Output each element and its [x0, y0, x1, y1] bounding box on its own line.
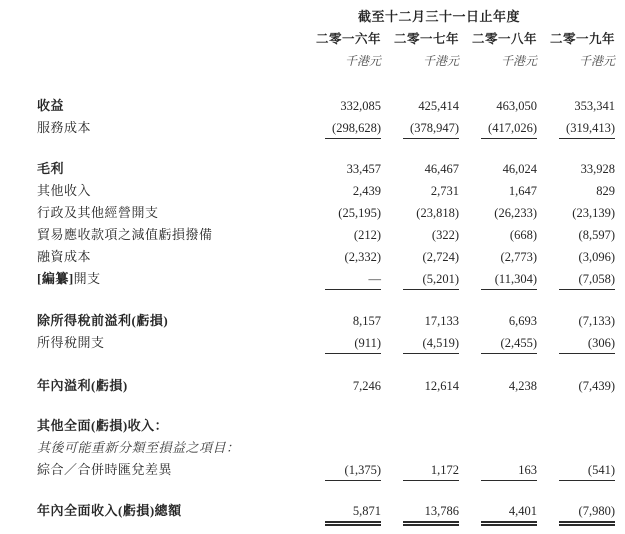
value-cell: 425,414	[418, 99, 459, 113]
value-cell: (25,195)	[338, 206, 381, 220]
row-label: 貿易應收款項之減值虧損撥備	[37, 227, 213, 242]
value-cell: (306)	[537, 332, 615, 354]
value-cell: 4,401	[459, 500, 537, 522]
header-spacer	[37, 6, 303, 28]
value-cell: (2,332)	[344, 250, 381, 264]
value-cell: (23,818)	[416, 206, 459, 220]
value-cell: 332,085	[340, 99, 381, 113]
value-cell: (7,133)	[578, 314, 615, 328]
value-cell: (378,947)	[381, 117, 459, 139]
value-cell: 829	[596, 184, 615, 198]
value-cell: (7,058)	[537, 268, 615, 290]
unit-header-row	[37, 50, 615, 72]
row-label: 年內全面收入(虧損)總額	[37, 503, 182, 518]
row-exchange-differences	[37, 459, 615, 481]
row-label: 年內溢利(虧損)	[37, 378, 128, 393]
row-label: 除所得稅前溢利(虧損)	[37, 313, 169, 328]
value-cell: (26,233)	[494, 206, 537, 220]
row-label: 毛利	[37, 161, 65, 176]
value-cell: (322)	[431, 228, 459, 242]
value-cell: (8,597)	[578, 228, 615, 242]
unit-label: 千港元	[422, 54, 459, 68]
value-cell: (7,980)	[537, 500, 615, 522]
value-cell: (7,439)	[578, 379, 615, 393]
value-cell: 5,871	[303, 500, 381, 522]
row-profit-for-year	[37, 375, 615, 397]
value-cell: (4,519)	[381, 332, 459, 354]
row-label: [編纂]開支	[37, 271, 101, 286]
value-cell: (298,628)	[303, 117, 381, 139]
row-oci-heading	[37, 415, 615, 437]
unit-label: 千港元	[578, 54, 615, 68]
row-label: 其他收入	[37, 183, 92, 198]
year-column-2016: 二零一六年	[315, 32, 381, 46]
row-oci-reclass-heading	[37, 437, 615, 459]
value-cell: 463,050	[496, 99, 537, 113]
row-finance-costs	[37, 246, 615, 268]
value-cell: (2,724)	[422, 250, 459, 264]
year-column-2019: 二零一九年	[549, 32, 615, 46]
row-label: 服務成本	[37, 120, 92, 135]
value-cell: 2,439	[352, 184, 381, 198]
row-cost-of-services	[37, 117, 615, 139]
value-cell: (212)	[353, 228, 381, 242]
header-spacer	[37, 50, 303, 72]
value-cell: 163	[459, 459, 537, 481]
row-label: 綜合／合併時匯兌差異	[37, 462, 173, 477]
value-cell: 17,133	[424, 314, 459, 328]
value-cell: 13,786	[381, 500, 459, 522]
value-cell: (11,304)	[459, 268, 537, 290]
row-gross-profit	[37, 158, 615, 180]
row-label: 行政及其他經營開支	[37, 205, 159, 220]
value-cell: (2,455)	[459, 332, 537, 354]
value-cell: 33,928	[580, 162, 615, 176]
value-cell: 8,157	[352, 314, 381, 328]
value-cell: (3,096)	[578, 250, 615, 264]
unit-label: 千港元	[500, 54, 537, 68]
value-cell: 2,731	[430, 184, 459, 198]
row-label: 其後可能重新分類至損益之項目：	[37, 440, 240, 455]
value-cell: (668)	[509, 228, 537, 242]
row-total-comprehensive-income	[37, 500, 615, 522]
redacted-tag: [編纂]	[37, 271, 74, 286]
row-other-income	[37, 180, 615, 202]
value-cell: 353,341	[574, 99, 615, 113]
row-impairment-trade-receivables	[37, 224, 615, 246]
value-cell: 7,246	[352, 379, 381, 393]
row-label: 其他全面(虧損)收入：	[37, 418, 169, 433]
value-cell: (911)	[303, 332, 381, 354]
value-cell: (5,201)	[381, 268, 459, 290]
value-cell: (2,773)	[500, 250, 537, 264]
row-label: 融資成本	[37, 249, 92, 264]
row-label: 所得稅開支	[37, 335, 105, 350]
value-cell: 1,172	[381, 459, 459, 481]
row-admin-other-operating-expenses	[37, 202, 615, 224]
value-cell: 4,238	[508, 379, 537, 393]
row-income-tax-expense	[37, 332, 615, 354]
header-spacer	[37, 28, 303, 50]
period-header-row	[37, 6, 615, 28]
value-cell: 12,614	[424, 379, 459, 393]
value-cell: (1,375)	[303, 459, 381, 481]
value-cell: 46,467	[424, 162, 459, 176]
value-cell: (541)	[537, 459, 615, 481]
value-cell: (23,139)	[572, 206, 615, 220]
value-cell: (417,026)	[459, 117, 537, 139]
year-header-row	[37, 28, 615, 50]
year-column-2018: 二零一八年	[471, 32, 537, 46]
unit-label: 千港元	[344, 54, 381, 68]
row-revenue	[37, 95, 615, 117]
value-cell: 1,647	[508, 184, 537, 198]
row-listing-expenses	[37, 268, 615, 290]
value-cell: —	[303, 268, 381, 290]
period-title: 截至十二月三十一日止年度	[357, 9, 520, 24]
row-label: 收益	[37, 98, 65, 113]
value-cell: 6,693	[508, 314, 537, 328]
row-profit-before-tax	[37, 310, 615, 332]
value-cell: 33,457	[346, 162, 381, 176]
value-cell: 46,024	[502, 162, 537, 176]
year-column-2017: 二零一七年	[393, 32, 459, 46]
value-cell: (319,413)	[537, 117, 615, 139]
